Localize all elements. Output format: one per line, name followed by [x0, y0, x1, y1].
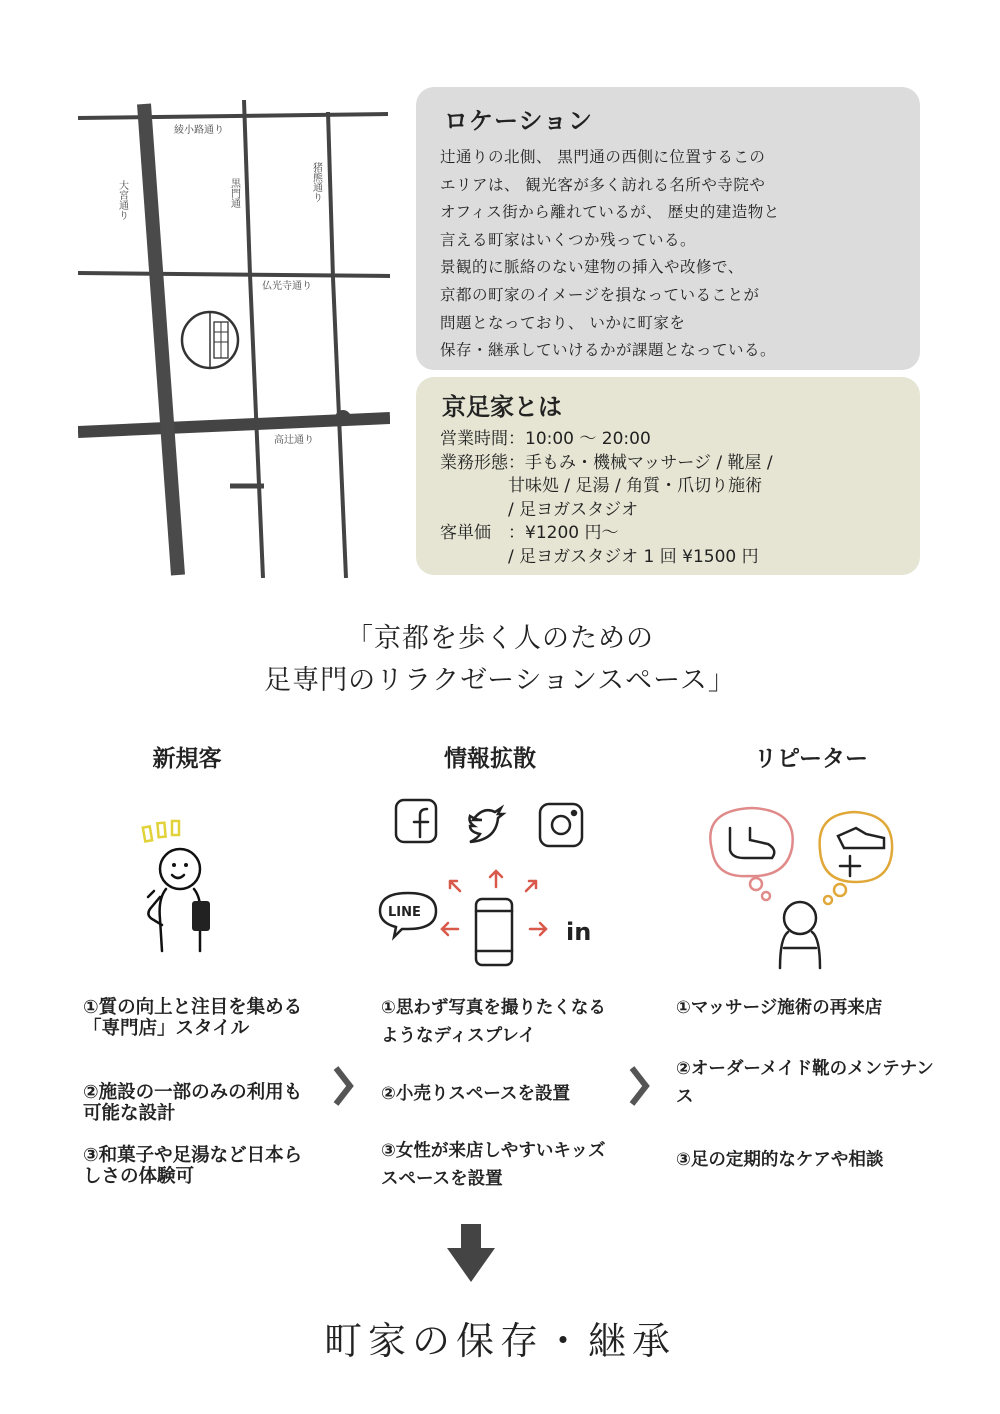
spread-arrows	[442, 871, 546, 935]
kyoashiya-title: 京足家とは	[442, 393, 562, 421]
new-customer-item-1: ①質の向上と注目を集める「専門店」スタイル	[83, 997, 303, 1039]
street-label-top: 綾小路通り	[174, 125, 224, 136]
location-line: エリアは、 観光客が多く訪れる名所や寺院や	[440, 175, 766, 194]
smartphone-icon	[476, 899, 512, 965]
info-spread-item-3: ③女性が来店しやすいキッズスペースを設置	[381, 1141, 606, 1189]
location-line: 保存・継承していけるかが課題となっている。	[440, 341, 777, 360]
location-line: オフィス街から離れているが、 歴史的建造物と	[440, 203, 780, 222]
chevron-right-icon	[628, 1064, 652, 1108]
kyoashiya-line: / 足ヨガスタジオ	[440, 499, 639, 520]
kyoashiya-line: 営業時間：10:00 ～ 20:00	[440, 429, 651, 449]
kyoashiya-text	[440, 428, 896, 570]
building-marker-icon	[182, 312, 238, 368]
smartphone-sns-icon	[368, 795, 598, 970]
shoe-icon	[838, 828, 884, 848]
location-line: 辻通りの北側、 黒門通の西側に位置するこの	[440, 148, 766, 166]
location-title: ロケーション	[444, 107, 594, 135]
thinking-person-icon	[700, 800, 910, 972]
street-label-mid: 黒門通	[228, 178, 240, 208]
repeater-item-2: ②オーダーメイド靴のメンテナンス	[676, 1059, 934, 1107]
kyoashiya-line: 客単価 ：¥1200 円～	[440, 523, 619, 544]
street-label-middle: 仏光寺通り	[262, 281, 312, 292]
chevron-right-icon	[332, 1064, 356, 1108]
twitter-icon	[470, 808, 504, 842]
slogan	[0, 618, 1000, 702]
down-arrow-icon	[447, 1224, 495, 1284]
street-label-right: 猪熊通り	[310, 162, 322, 202]
slogan-line-1: 「京都を歩く人のための	[346, 623, 654, 654]
column-title-info-spread: 情報拡散	[444, 746, 536, 772]
new-customer-item-2: ②施設の一部のみの利用も可能な設計	[83, 1082, 303, 1124]
column-title-repeater: リピーター	[753, 746, 869, 772]
kyoashiya-line: / 足ヨガスタジオ 1 回 ¥1500 円	[440, 546, 759, 567]
kyoashiya-line: 甘味処 / 足湯 / 角質・爪切り施術	[440, 476, 763, 497]
foot-icon	[730, 828, 774, 858]
location-line: 言える町家はいくつか残っている。	[440, 230, 697, 249]
intersection-dot	[335, 410, 351, 426]
street-label-bottom: 高辻通り	[274, 435, 314, 446]
street-label-left: 大宮通り	[116, 180, 128, 220]
repeater-item-1: ①マッサージ施術の再来店	[676, 998, 883, 1018]
kyoashiya-panel	[416, 377, 920, 575]
info-spread-item-2: ②小売りスペースを設置	[381, 1084, 570, 1104]
location-line: 景観的に脈絡のない建物の挿入や改修で、	[440, 258, 744, 277]
repeater-item-3: ③足の定期的なケアや相談	[676, 1150, 884, 1170]
linkedin-icon: in	[566, 918, 592, 946]
kyoashiya-line: 業務形態：手もみ・機械マッサージ / 靴屋 /	[440, 452, 773, 473]
line-label: LINE	[388, 905, 421, 920]
new-customer-item-3: ③和菓子や足湯など日本らしさの体験可	[83, 1145, 303, 1187]
location-line: 京都の町家のイメージを損なっていることが	[440, 285, 760, 304]
column-title-new-customer: 新規客	[152, 746, 222, 772]
location-line: 問題となっており、 いかに町家を	[440, 313, 686, 332]
info-spread-item-1: ①思わず写真を撮りたくなるようなディスプレイ	[381, 998, 606, 1046]
result-title: 町家の保存・継承	[323, 1319, 676, 1363]
person-with-phone-icon	[130, 815, 230, 955]
location-panel	[416, 87, 920, 370]
area-map	[78, 100, 390, 578]
location-text	[440, 144, 896, 365]
thought-bubble-massage	[710, 808, 792, 876]
slogan-line-2: 足専門のリラクゼーションスペース」	[264, 665, 736, 696]
